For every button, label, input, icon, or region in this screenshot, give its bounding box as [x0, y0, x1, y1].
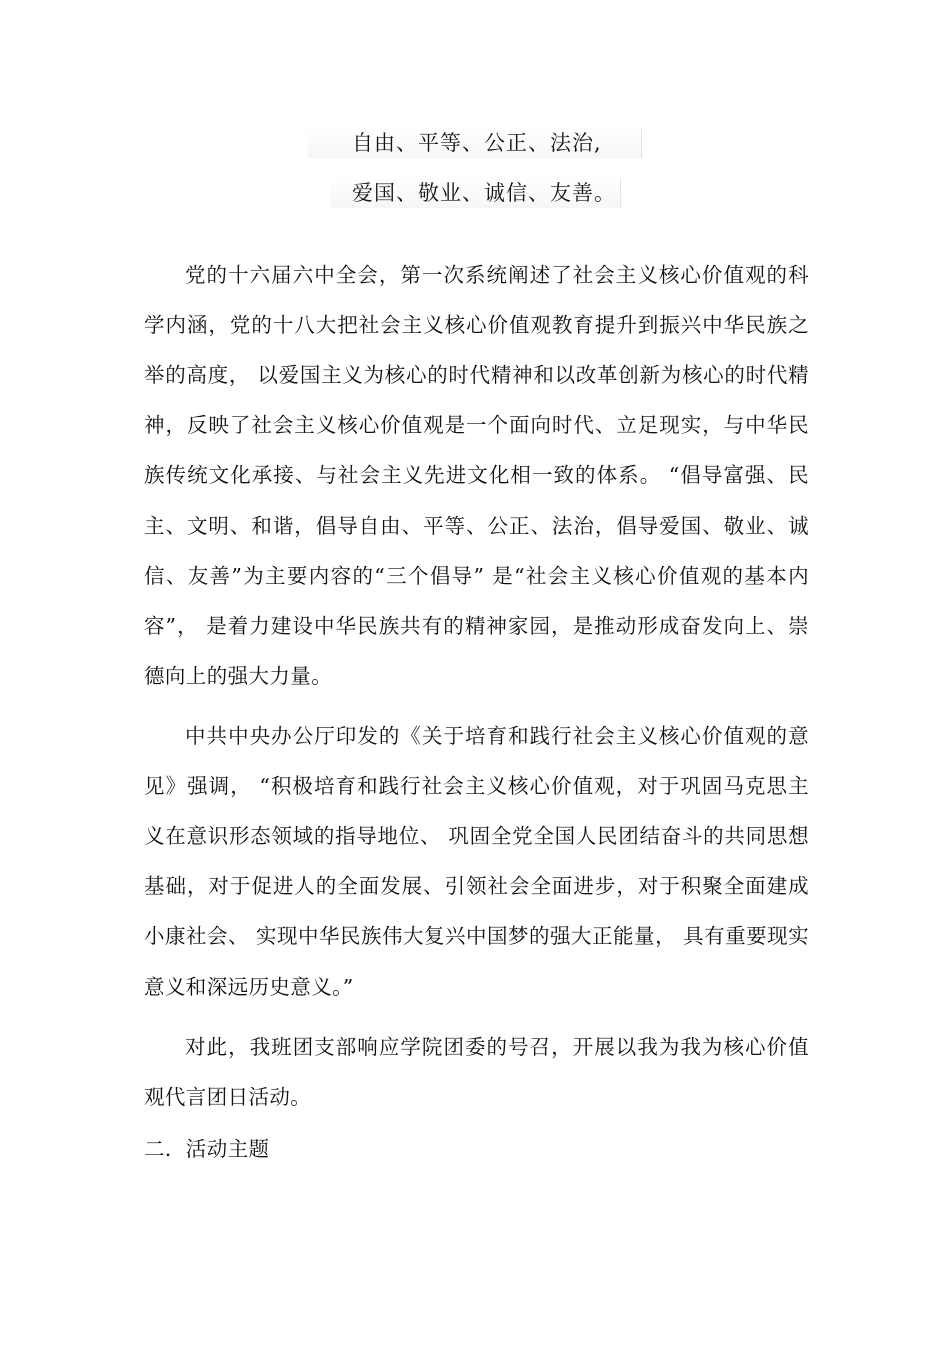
paragraph-activity-response: 对此，我班团支部响应学院团委的号召，开展以我为我为核心价值观代言团日活动。 [144, 1034, 809, 1109]
slogan-line-1: 自由、平等、公正、法治, [308, 128, 642, 158]
slogan-line-2: 爱国、敬业、诚信、友善。 [330, 178, 621, 208]
section-heading-activity-theme: 二．活动主题 [144, 1137, 270, 1161]
paragraph-core-values-history: 党的十六届六中全会，第一次系统阐述了社会主义核心价值观的科学内涵，党的十八大把社会主义核心价值观教育提升到振兴中华民族之举的高度， 以爱国主义为核心的时代精神和以改革创新为核心的时代精神，反映了社会主义核心价值观是一个面向时代、立足现实，与中华民族传统文化承接、与社会主义先进文化相一致的体系。 “倡导富强、民主、文明、和谐，倡导自由、平等、公正、法治，倡导爱国、敬业、诚信、友善”为主要内容的“三个倡导” 是“社会主义核心价值观的基本内容”， 是着力建设中华民族共有的精神家园，是推动形成奋发向上、崇德向上的强大力量。 [144, 262, 809, 689]
paragraph-central-office-opinion: 中共中央办公厅印发的《关于培育和践行社会主义核心价值观的意见》强调， “积极培育和践行社会主义核心价值观，对于巩固马克思主义在意识形态领域的指导地位、 巩固全党全国人民团结奋斗的共同思想基础，对于促进人的全面发展、引领社会全面进步，对于积聚全面建成小康社会、 实现中华民族伟大复兴中国梦的强大正能量， 具有重要现实意义和深远历史意义。” [144, 723, 809, 999]
